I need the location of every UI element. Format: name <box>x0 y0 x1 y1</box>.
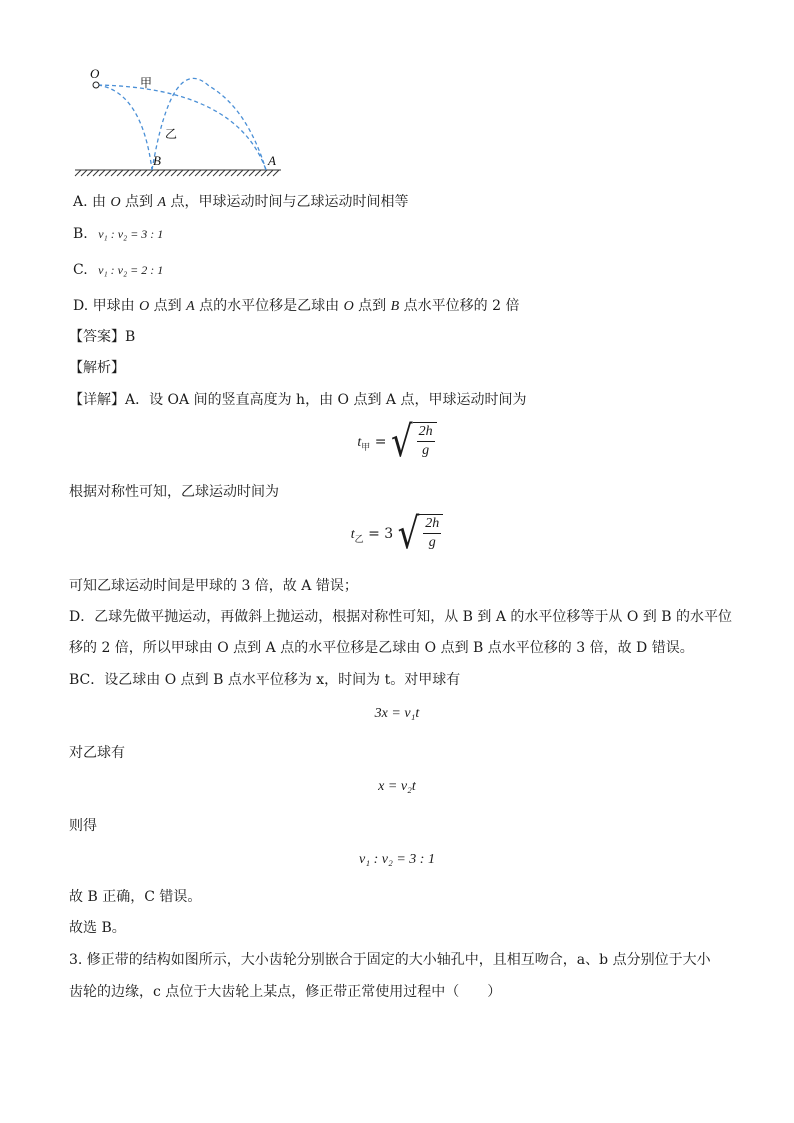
label-jia: 甲 <box>140 76 153 90</box>
option-d-p2: 点的水平位移是乙球由 <box>199 298 340 314</box>
eq3-text: 3x = v₁t <box>374 706 420 721</box>
equation-3 <box>0 705 794 722</box>
question3-line-1: 3. 修正带的结构如图所示，大小齿轮分别嵌合于固定的大小轴孔中，且相互吻合，a、b 点分别位于大小 <box>69 952 711 968</box>
eq2-sqrt: √ $\frac{2h}{g}$ <box>398 516 444 552</box>
detail-line-5: 移的 2 倍，所以甲球由 O 点到 A 点的水平位移是乙球由 O 点到 B 点水平位移的 3 倍，故 D 错误。 <box>69 640 694 656</box>
analysis-tag: 【解析】 <box>69 360 125 376</box>
trajectory-yi-first <box>98 85 152 170</box>
option-a-o: O <box>110 195 121 210</box>
question3-line-2: 齿轮的边缘，c 点位于大齿轮上某点，修正带正常使用过程中（ ） <box>69 984 502 1000</box>
eq2-sub: 乙 <box>354 535 364 545</box>
answer-line <box>69 327 135 347</box>
detail-line-1 <box>69 390 526 410</box>
label-b: B <box>153 153 161 168</box>
answer-value: B <box>125 329 136 345</box>
detail-line-7: 对乙球有 <box>69 745 125 761</box>
option-a-prefix: A. 由 <box>73 194 107 210</box>
answer-tag: 【答案】 <box>69 329 125 345</box>
eq1-sqrt: √ $\frac{2h}{g}$ <box>391 424 437 460</box>
option-b <box>73 224 163 244</box>
detail-line-8: 则得 <box>69 818 97 834</box>
option-a-a: A <box>157 195 167 210</box>
eq1-num: 2h <box>417 423 435 442</box>
detail-line-9: 故 B 正确，C 错误。 <box>69 889 202 905</box>
eq1-lhs: t <box>357 435 362 450</box>
option-b-prefix: B. <box>73 226 88 242</box>
detail-line-2: 根据对称性可知，乙球运动时间为 <box>69 484 279 500</box>
point-o-marker <box>93 82 99 88</box>
trajectory-diagram <box>72 66 287 178</box>
option-a-tail: 点，甲球运动时间与乙球运动时间相等 <box>170 194 409 210</box>
eq2-coef: 3 <box>384 526 394 542</box>
trajectory-figure <box>72 66 287 178</box>
option-c <box>73 260 163 280</box>
eq2-den: g <box>428 535 436 550</box>
label-yi: 乙 <box>165 127 178 141</box>
eq1-den: g <box>422 443 430 458</box>
option-d-o: O <box>139 299 150 314</box>
option-a <box>73 192 409 213</box>
eq2-lhs: t <box>350 527 355 542</box>
option-d-prefix: D. 甲球由 <box>73 298 135 314</box>
option-c-prefix: C. <box>73 262 88 278</box>
eq4-text: x = v₂t <box>378 779 416 794</box>
equation-4 <box>0 778 794 795</box>
eq2-num: 2h <box>423 515 441 534</box>
detail-line-6: BC．设乙球由 O 点到 B 点水平位移为 x，时间为 t。对甲球有 <box>69 672 461 688</box>
equation-2 <box>0 509 794 559</box>
equation-1 <box>0 417 794 467</box>
option-d-a: A <box>186 299 195 314</box>
option-d <box>73 296 519 317</box>
detail-line-10: 故选 B。 <box>69 920 126 936</box>
detail-text-1: A．设 OA 间的竖直高度为 h，由 O 点到 A 点，甲球运动时间为 <box>125 392 527 408</box>
eq1-equals: = <box>374 434 391 450</box>
option-d-p1: 点到 <box>153 298 182 314</box>
label-o: O <box>90 66 100 81</box>
option-c-expr: v₁ : v₂ = 2 : 1 <box>98 263 164 277</box>
option-a-mid: 点到 <box>125 194 154 210</box>
option-d-p4: 点水平位移的 2 倍 <box>403 298 520 314</box>
label-a: A <box>268 153 276 168</box>
eq1-sub: 甲 <box>361 443 371 453</box>
equation-5 <box>0 851 794 868</box>
detail-line-4: D．乙球先做平抛运动，再做斜上抛运动，根据对称性可知，从 B 到 A 的水平位移等于从 O 到 B 的水平位 <box>69 609 732 625</box>
option-d-o2: O <box>343 299 354 314</box>
option-d-b: B <box>390 299 400 314</box>
detail-tag: 【详解】 <box>69 392 125 408</box>
detail-line-3: 可知乙球运动时间是甲球的 3 倍，故 A 错误； <box>69 578 358 594</box>
eq5-text: v₁ : v₂ = 3 : 1 <box>359 852 435 867</box>
trajectory-yi-second <box>152 78 266 170</box>
analysis-line <box>69 358 125 378</box>
option-d-p3: 点到 <box>358 298 387 314</box>
eq2-equals: = <box>368 526 385 542</box>
ground-hatching <box>75 170 281 176</box>
option-b-expr: v₁ : v₂ = 3 : 1 <box>98 227 164 241</box>
